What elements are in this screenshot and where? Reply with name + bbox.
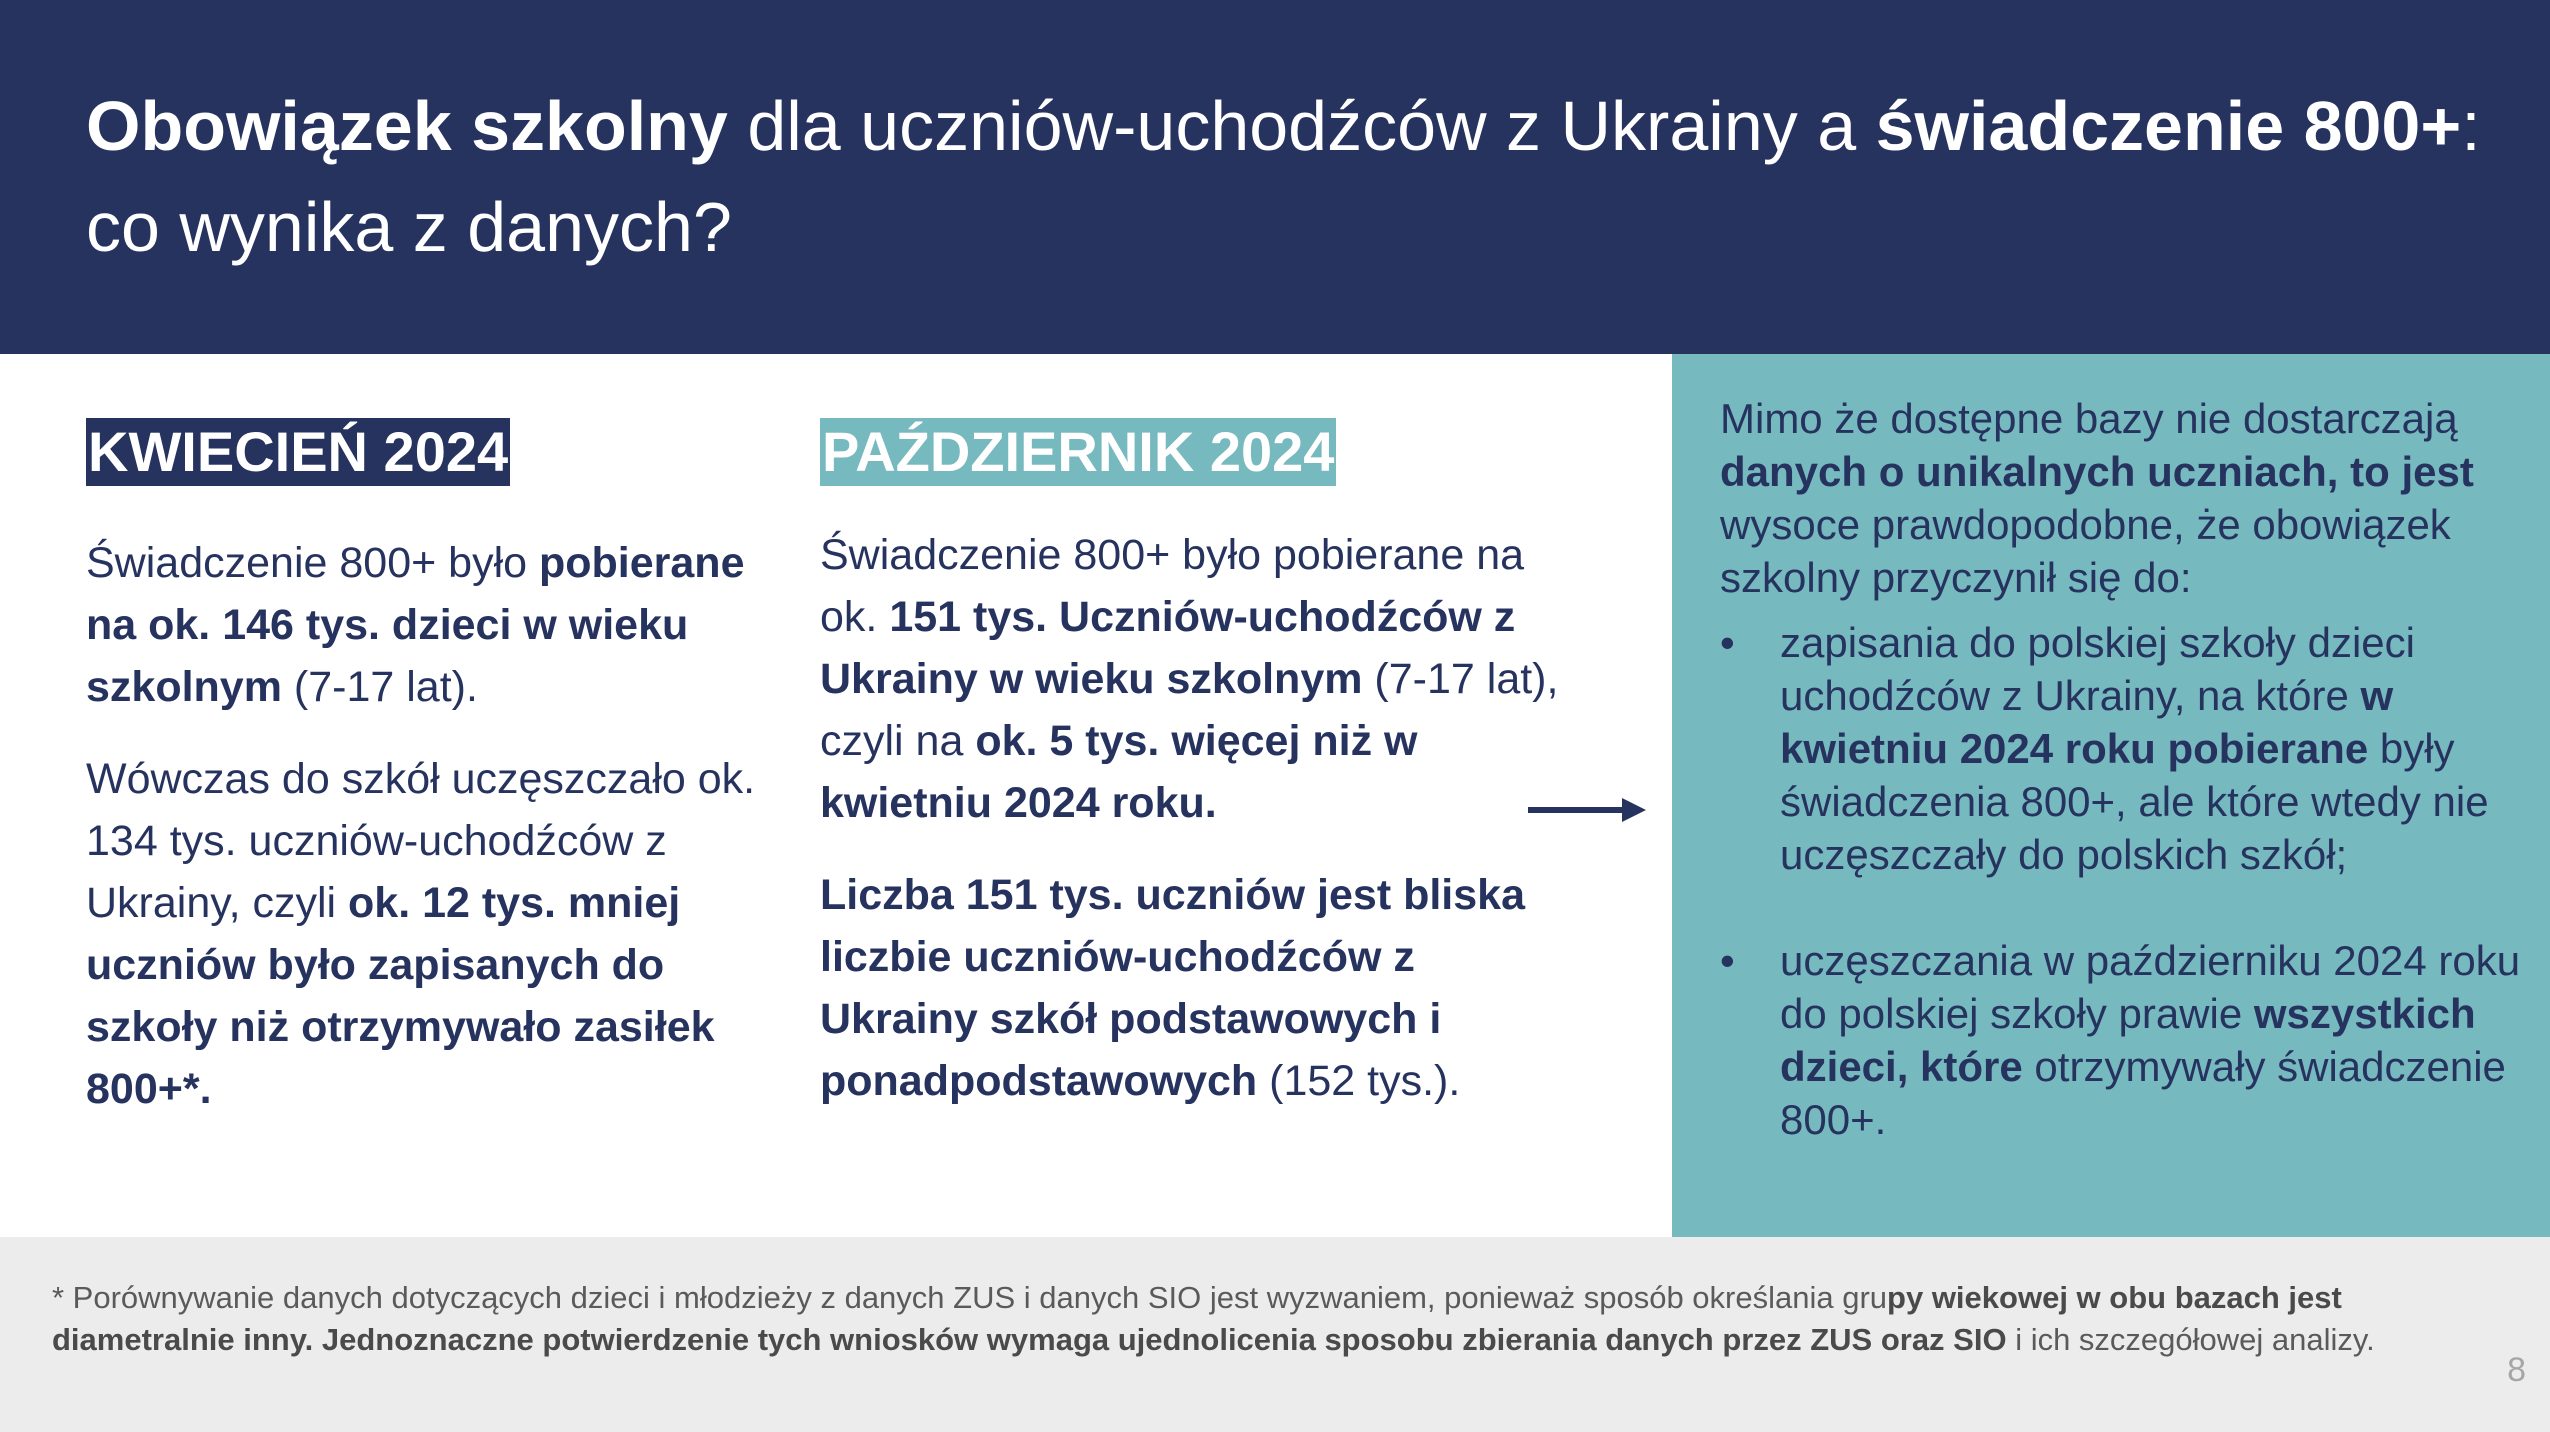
bullet-icon: • (1720, 937, 1735, 984)
title-bold-3: świadczenie 800+ (1875, 87, 2462, 165)
april-paragraph-2 (86, 748, 766, 1120)
bullet-2-text: uczęszczania w październiku 2024 roku do polskiej szkoły prawie (1780, 937, 2521, 1037)
october-p2-tail: (152 tys.). (1257, 1057, 1461, 1105)
bullet-1-text: zapisania do polskiej szkoły dzieci uchodźców z Ukrainy, na które (1780, 619, 2415, 719)
footnote-bold: py wiekowej w obu bazach jest diametralnie inny. Jednoznaczne potwierdzenie tych wniosków wymaga ujednolicenia sposobu zbierania danych przez ZUS oraz SIO (52, 1280, 2342, 1357)
april-heading: KWIECIEŃ 2024 (86, 418, 510, 486)
footnote-text: * Porównywanie danych dotyczących dzieci i młodzieży z danych ZUS i danych SIO jest wyzwaniem, ponieważ sposób określania gru (52, 1280, 1888, 1315)
arrow-right-icon (1526, 797, 1646, 823)
bullet-icon: • (1720, 619, 1735, 666)
list-item (1720, 616, 2530, 881)
october-p1-bold: 151 tys. Uczniów-uchodźców z Ukrainy w wieku szkolnym (820, 593, 1516, 703)
footnote (52, 1277, 2432, 1361)
april-p1-bold: pobierane na ok. 146 tys. dzieci w wieku szkolnym (86, 539, 745, 711)
title-banner (0, 0, 2550, 354)
october-p1-text-2: (7-17 lat), czyli na (820, 655, 1559, 765)
bullet-2-tail: otrzymywały świadczenie 800+. (1780, 1043, 2506, 1143)
october-p2-bold: Liczba 151 tys. uczniów jest bliska liczbie uczniów-uchodźców z Ukrainy szkół podstawowych i ponadpodstawowych (820, 871, 1525, 1105)
april-paragraph-1 (86, 532, 766, 718)
panel-intro-bold: danych o unikalnych uczniach, to jest (1720, 448, 2474, 495)
bullet-1-tail: były świadczenia 800+, ale które wtedy nie uczęszczały do polskich szkół; (1780, 725, 2489, 878)
panel-bullet-list (1720, 616, 2530, 1146)
october-p1-bold-2: ok. 5 tys. więcej niż w kwietniu 2024 roku. (820, 717, 1418, 827)
footnote-area (0, 1237, 2550, 1432)
april-p1-tail: (7-17 lat). (281, 663, 478, 711)
october-p1-text: Świadczenie 800+ było pobierane na ok. (820, 531, 1525, 641)
footnote-tail: i ich szczegółowej analizy. (2006, 1322, 2375, 1357)
april-p2-text: Wówczas do szkół uczęszczało ok. 134 tys. uczniów-uchodźców z Ukrainy, czyli (86, 755, 756, 927)
page-number: 8 (2507, 1351, 2526, 1389)
title-text-4: : co wynika z danych? (86, 87, 2481, 266)
april-p1-text: Świadczenie 800+ było (86, 539, 539, 587)
title-bold-1: Obowiązek szkolny (86, 87, 728, 165)
october-heading: PAŹDZIERNIK 2024 (820, 418, 1336, 486)
slide-title (86, 76, 2506, 278)
list-item (1720, 934, 2530, 1146)
october-paragraph-2 (820, 864, 1560, 1112)
october-paragraph-1 (820, 524, 1560, 834)
panel-intro-tail: wysoce prawdopodobne, że obowiązek szkolny przyczynił się do: (1720, 501, 2451, 601)
conclusion-panel (1672, 354, 2550, 1237)
bullet-1-bold: w kwietniu 2024 roku pobierane (1780, 672, 2394, 772)
panel-intro-text: Mimo że dostępne bazy nie dostarczają (1720, 395, 2458, 442)
bullet-2-bold: wszystkich dzieci, które (1780, 990, 2476, 1090)
panel-intro (1720, 392, 2520, 604)
title-text-2: dla uczniów-uchodźców z Ukrainy a (727, 87, 1876, 165)
october-column (820, 418, 1560, 1112)
april-column (86, 418, 766, 1120)
april-p2-bold: ok. 12 tys. mniej uczniów było zapisanych do szkoły niż otrzymywało zasiłek 800+*. (86, 879, 715, 1113)
